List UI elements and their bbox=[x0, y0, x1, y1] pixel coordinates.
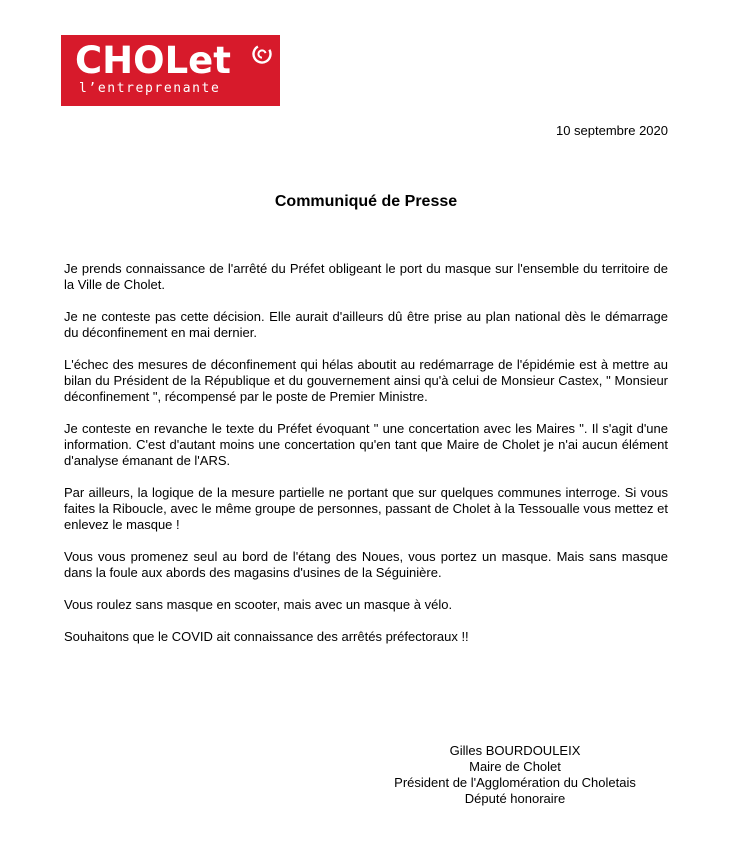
paragraph: Je prends connaissance de l'arrêté du Préfet obligeant le port du masque sur l'ensemble du territoire de la Ville de Cholet. bbox=[64, 261, 668, 292]
signature-block bbox=[365, 743, 665, 807]
logo-tagline: l’entreprenante bbox=[79, 81, 221, 96]
cholet-logo bbox=[61, 35, 280, 106]
document-title: Communiqué de Presse bbox=[274, 193, 458, 210]
logo-wordmark: CHOLet bbox=[75, 39, 231, 82]
signatory-name: Gilles BOURDOULEIX bbox=[449, 743, 581, 758]
paragraph: L'échec des mesures de déconfinement qui hélas aboutit au redémarrage de l'épidémie est à mettre au bilan du Président de la République et du gouvernement ainsi qu'à celui de Monsieur Castex, " Monsieur déconfinement ", récompensé par le poste de Premier Ministre. bbox=[64, 357, 668, 404]
paragraph: Je ne conteste pas cette décision. Elle aurait d'ailleurs dû être prise au plan national dès le démarrage du déconfinement en mai dernier. bbox=[64, 309, 668, 340]
document-date: 10 septembre 2020 bbox=[555, 123, 668, 138]
signatory-role: Maire de Cholet bbox=[469, 759, 561, 774]
signatory-role: Président de l'Agglomération du Choletais bbox=[394, 775, 636, 790]
logo-swirl-icon bbox=[251, 43, 273, 65]
paragraph: Je conteste en revanche le texte du Préfet évoquant " une concertation avec les Maires ". Il s'agit d'une information. C'est d'autant moins une concertation qu'en tant que Maire de Cholet je n'ai aucun élément d'analyse émanant de l'ARS. bbox=[64, 421, 668, 468]
document-body bbox=[64, 261, 668, 661]
signatory-role: Député honoraire bbox=[464, 791, 566, 806]
paragraph: Vous roulez sans masque en scooter, mais avec un masque à vélo. bbox=[64, 597, 453, 612]
paragraph: Par ailleurs, la logique de la mesure partielle ne portant que sur quelques communes interroge. Si vous faites la Riboucle, avec le même groupe de personnes, passant de Cholet à la Tessoualle vous mettez et enlevez le masque ! bbox=[64, 485, 668, 532]
paragraph: Vous vous promenez seul au bord de l'étang des Noues, vous portez un masque. Mais sans masque dans la foule aux abords des magasins d'usines de la Séguinière. bbox=[64, 549, 668, 580]
paragraph: Souhaitons que le COVID ait connaissance des arrêtés préfectoraux !! bbox=[64, 629, 469, 644]
